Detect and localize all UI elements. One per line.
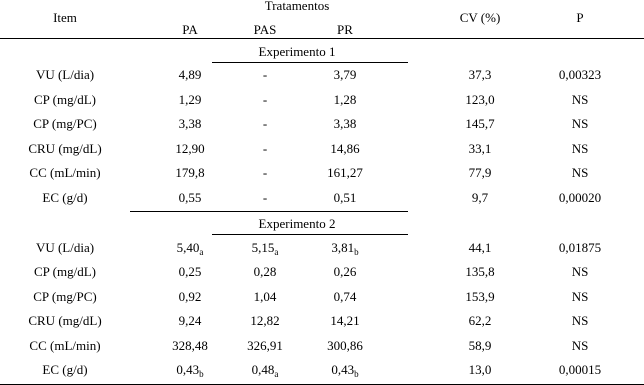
cell-pa [150,116,230,132]
cell-pa [150,240,230,256]
cell-value: 4,89 [178,67,202,82]
cell-pa [150,165,230,181]
cell-p [520,116,640,132]
cell-value: NS [571,313,589,329]
cell-p [520,67,640,83]
cell-value: 0,00015 [558,362,602,377]
cell-pas [225,264,305,280]
cell-pr [305,289,385,305]
cell-pas [225,362,305,378]
cell-pa [150,362,230,378]
cell-value: EC (g/d) [42,190,88,205]
cell-value: CRU (mg/dL) [28,140,102,156]
significance-letter: a [274,369,279,379]
cell-pr [305,264,385,280]
cell-pa [150,67,230,83]
cell-p [520,264,640,280]
cell-value: - [262,116,268,132]
cell-p [520,240,640,256]
cell-pr [305,67,385,83]
cell-pas [225,338,305,354]
cell-value: 9,24 [178,313,202,329]
cell-value: 1,04 [253,288,277,304]
header-p: P [576,10,584,25]
cell-value: CP (mg/dL) [34,264,96,280]
cell-value: 300,86 [327,337,363,353]
cell-value: CP (mg/dL) [34,91,96,107]
header-pr: PR [337,22,353,37]
cell-value: 3,79 [333,67,357,82]
cell-pas [225,67,305,83]
cell-p [520,362,640,378]
cell-p [520,190,640,206]
header-pas: PAS [253,22,277,37]
cell-pas [225,116,305,132]
cell-value: 0,01875 [558,240,602,255]
cell-value: 12,90 [175,140,205,156]
cell-item [0,240,130,256]
cell-pr [305,141,385,157]
cell-value: 123,0 [465,91,495,107]
cell-value: - [262,91,268,107]
cell-item [0,362,130,378]
cell-value: 0,48 [251,362,275,377]
cell-value: 77,9 [468,165,492,181]
cell-value: VU (L/dia) [35,67,95,82]
cell-value: 0,28 [253,264,277,280]
cell-item [0,190,130,206]
cell-item [0,67,130,83]
cell-value: 1,29 [178,91,202,107]
cell-value: 58,9 [468,337,492,353]
header-tratamentos: Tratamentos [264,0,330,13]
cell-pas [225,190,305,206]
cell-pr [305,116,385,132]
cell-value: 62,2 [468,313,492,329]
header-pa: PA [182,22,198,37]
cell-item [0,264,130,280]
cell-item [0,338,130,354]
cell-item [0,165,130,181]
cell-value: 0,74 [333,288,357,304]
cell-value: 0,51 [333,190,357,205]
header-rule [0,38,644,39]
cell-value: 179,8 [175,165,205,181]
significance-letter: b [354,369,359,379]
header-cv: CV (%) [459,10,501,25]
cell-value: 3,38 [333,116,357,132]
cell-value: 9,7 [471,190,489,205]
cell-value: 135,8 [465,264,495,280]
cell-value: NS [571,140,589,156]
cell-value: - [262,140,268,156]
cell-value: CRU (mg/dL) [28,313,102,329]
cell-value: 3,38 [178,116,202,132]
cell-value: 0,00323 [558,67,602,82]
cell-value: NS [571,91,589,107]
cell-value: 44,1 [468,240,492,255]
cell-value: 12,82 [250,313,280,329]
cell-p [520,141,640,157]
cell-pas [225,165,305,181]
cell-value: - [262,165,268,181]
experiment2-title: Experimento 2 [258,216,336,231]
cell-value: 5,40 [176,240,200,255]
cell-pr [305,338,385,354]
cell-value: NS [571,337,589,353]
cell-pa [150,313,230,329]
cell-pa [150,141,230,157]
cell-value: NS [571,116,589,132]
cell-pr [305,313,385,329]
cell-value: 0,00020 [558,190,602,205]
cell-value: 37,3 [468,67,492,82]
cell-value: 33,1 [468,140,492,156]
cell-value: NS [571,288,589,304]
experiment1-title: Experimento 1 [258,44,336,59]
experiment2-rule [212,234,408,235]
cell-value: NS [571,165,589,181]
cell-value: 14,86 [330,140,360,156]
cell-value: 0,25 [178,264,202,280]
cell-pas [225,141,305,157]
cell-value: 14,21 [330,313,360,329]
significance-letter: b [354,247,359,257]
cell-value: CP (mg/PC) [33,288,97,304]
cell-item [0,116,130,132]
cell-value: - [262,190,268,205]
cell-value: 5,15 [251,240,275,255]
cell-value: 161,27 [327,165,363,181]
cell-pas [225,92,305,108]
cell-pr [305,165,385,181]
cell-pas [225,289,305,305]
cell-value: 13,0 [468,362,492,377]
cell-pr [305,362,385,378]
cell-pr [305,190,385,206]
cell-value: 0,26 [333,264,357,280]
cell-value: 328,48 [172,337,208,353]
cell-value: 0,55 [178,190,202,205]
cell-value: 153,9 [465,288,495,304]
cell-value: CP (mg/PC) [33,116,97,132]
cell-value: CC (mL/min) [29,337,101,353]
cell-pa [150,289,230,305]
cell-item [0,289,130,305]
cell-value: 1,28 [333,91,357,107]
cell-pa [150,338,230,354]
cell-value: CC (mL/min) [29,165,101,181]
header-item: Item [53,10,77,25]
cell-value: 326,91 [247,337,283,353]
cell-value: 0,92 [178,288,202,304]
cell-pa [150,92,230,108]
cell-p [520,92,640,108]
cell-item [0,313,130,329]
experiment1-rule [212,62,408,63]
significance-letter: a [199,247,204,257]
cell-value: - [262,67,268,82]
cell-value: EC (g/d) [42,362,88,377]
cell-item [0,141,130,157]
cell-value: 0,43 [331,362,355,377]
cell-p [520,289,640,305]
cell-pa [150,190,230,206]
cell-pr [305,240,385,256]
cell-value: 145,7 [465,116,495,132]
cell-value: 0,43 [176,362,200,377]
significance-letter: b [199,369,204,379]
cell-p [520,338,640,354]
cell-pr [305,92,385,108]
significance-letter: a [274,247,279,257]
experiment-separator-rule [130,211,408,212]
cell-p [520,165,640,181]
cell-pas [225,240,305,256]
cell-value: 3,81 [331,240,355,255]
cell-item [0,92,130,108]
cell-pas [225,313,305,329]
cell-value: VU (L/dia) [35,240,95,255]
cell-p [520,313,640,329]
cell-value: NS [571,264,589,280]
cell-pa [150,264,230,280]
